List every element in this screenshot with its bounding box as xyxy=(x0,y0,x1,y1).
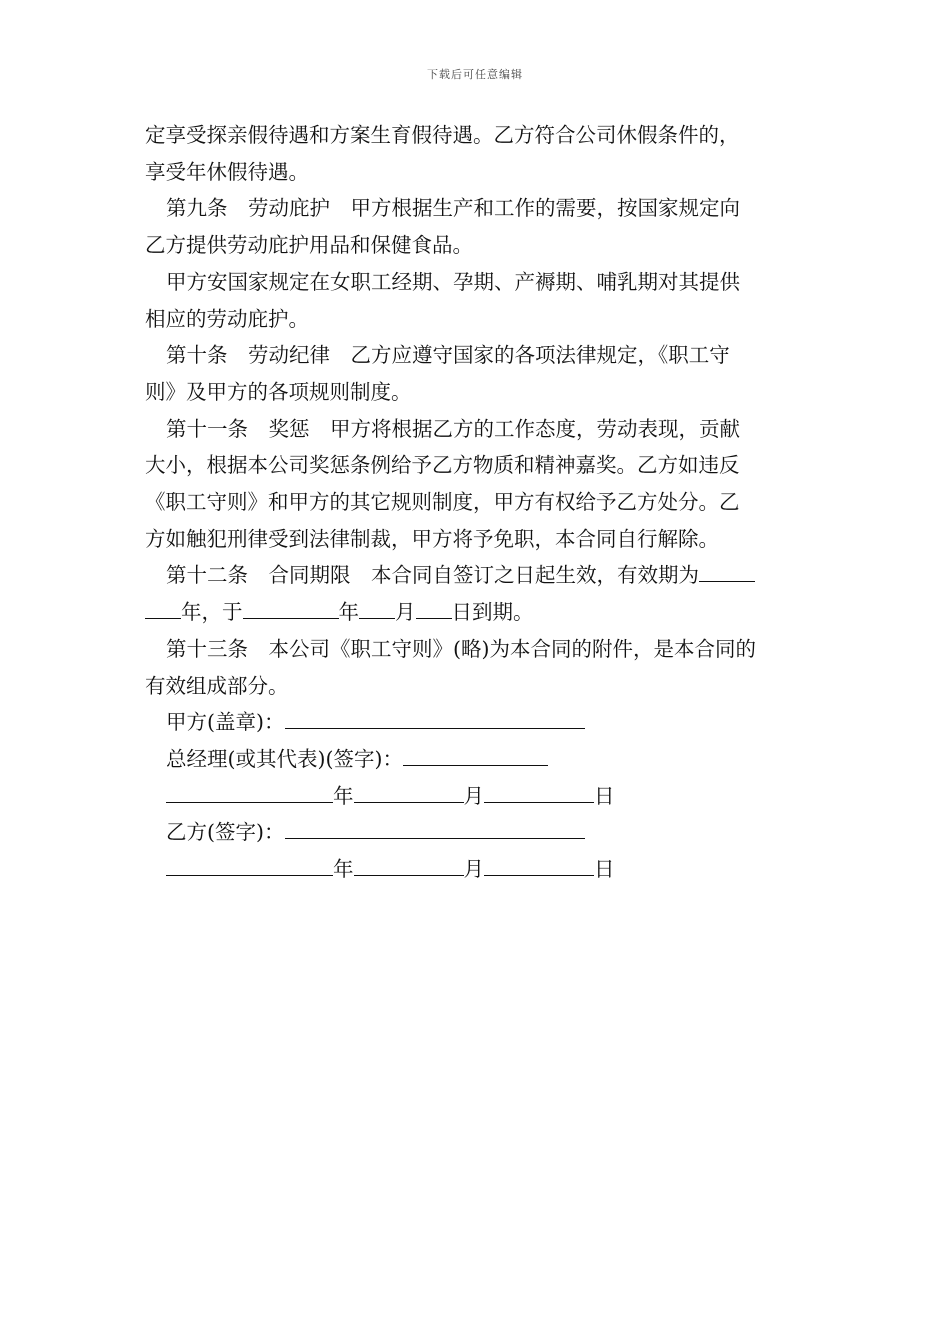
term-blank[interactable] xyxy=(699,557,755,582)
paragraph-article-11-cont: 大小，根据本公司奖惩条例给予乙方物质和精神嘉奖。乙方如违反 《职工守则》和甲方的其它规则制度，甲方有权给予乙方处分。乙 方如触犯刑律受到法律制裁，甲方将予免职，本合同自行解除。 xyxy=(145,453,740,551)
expiry-month-blank[interactable] xyxy=(359,594,395,619)
contract-body xyxy=(145,117,807,888)
paragraph-article-12: 第十二条 合同期限 本合同自签订之日起生效，有效期为 xyxy=(145,557,807,594)
paragraph-article-10-cont: 则》及甲方的各项规则制度。 xyxy=(145,379,412,404)
term-years-blank[interactable] xyxy=(145,594,181,619)
party-b-signature-field[interactable] xyxy=(285,814,585,839)
party-a-year-field[interactable] xyxy=(166,778,333,803)
paragraph-leave: 定享受探亲假待遇和方案生育假待遇。乙方符合公司休假条件的， 享受年休假待遇。 xyxy=(145,123,740,184)
paragraph-female-protection: 甲方安国家规定在女职工经期、孕期、产褥期、哺乳期对其提供 xyxy=(166,269,740,294)
paragraph-article-13-cont: 有效组成部分。 xyxy=(145,673,289,698)
party-a-date-line: 年 月 日 xyxy=(145,778,807,815)
party-b-signature-line: 乙方(签字)： xyxy=(145,814,807,851)
manager-signature-line: 总经理(或其代表)(签字)： xyxy=(145,741,807,778)
party-b-date-line: 年 月 日 xyxy=(145,851,807,888)
manager-signature-field[interactable] xyxy=(403,741,548,766)
party-a-signature-line: 甲方(盖章)： xyxy=(145,704,807,741)
expiry-year-blank[interactable] xyxy=(243,594,339,619)
paragraph-article-9-cont: 乙方提供劳动庇护用品和保健食品。 xyxy=(145,233,473,258)
paragraph-article-13: 第十三条 本公司《职工守则》(略)为本合同的附件，是本合同的 xyxy=(166,636,756,661)
party-a-month-field[interactable] xyxy=(354,778,464,803)
page-header: 下载后可任意编辑 xyxy=(427,68,523,81)
party-a-seal-field[interactable] xyxy=(285,704,585,729)
paragraph-article-9: 第九条 劳动庇护 甲方根据生产和工作的需要，按国家规定向 xyxy=(166,196,740,221)
paragraph-article-12-cont: 年，于 年 月 日到期。 xyxy=(145,594,807,631)
party-b-day-field[interactable] xyxy=(484,851,594,876)
party-b-month-field[interactable] xyxy=(354,851,464,876)
paragraph-article-10: 第十条 劳动纪律 乙方应遵守国家的各项法律规定，《职工守 xyxy=(166,343,730,368)
paragraph-article-11: 第十一条 奖惩 甲方将根据乙方的工作态度，劳动表现，贡献 xyxy=(166,416,740,441)
expiry-day-blank[interactable] xyxy=(416,594,452,619)
party-a-day-field[interactable] xyxy=(484,778,594,803)
paragraph-female-protection-cont: 相应的劳动庇护。 xyxy=(145,306,309,331)
party-b-year-field[interactable] xyxy=(166,851,333,876)
